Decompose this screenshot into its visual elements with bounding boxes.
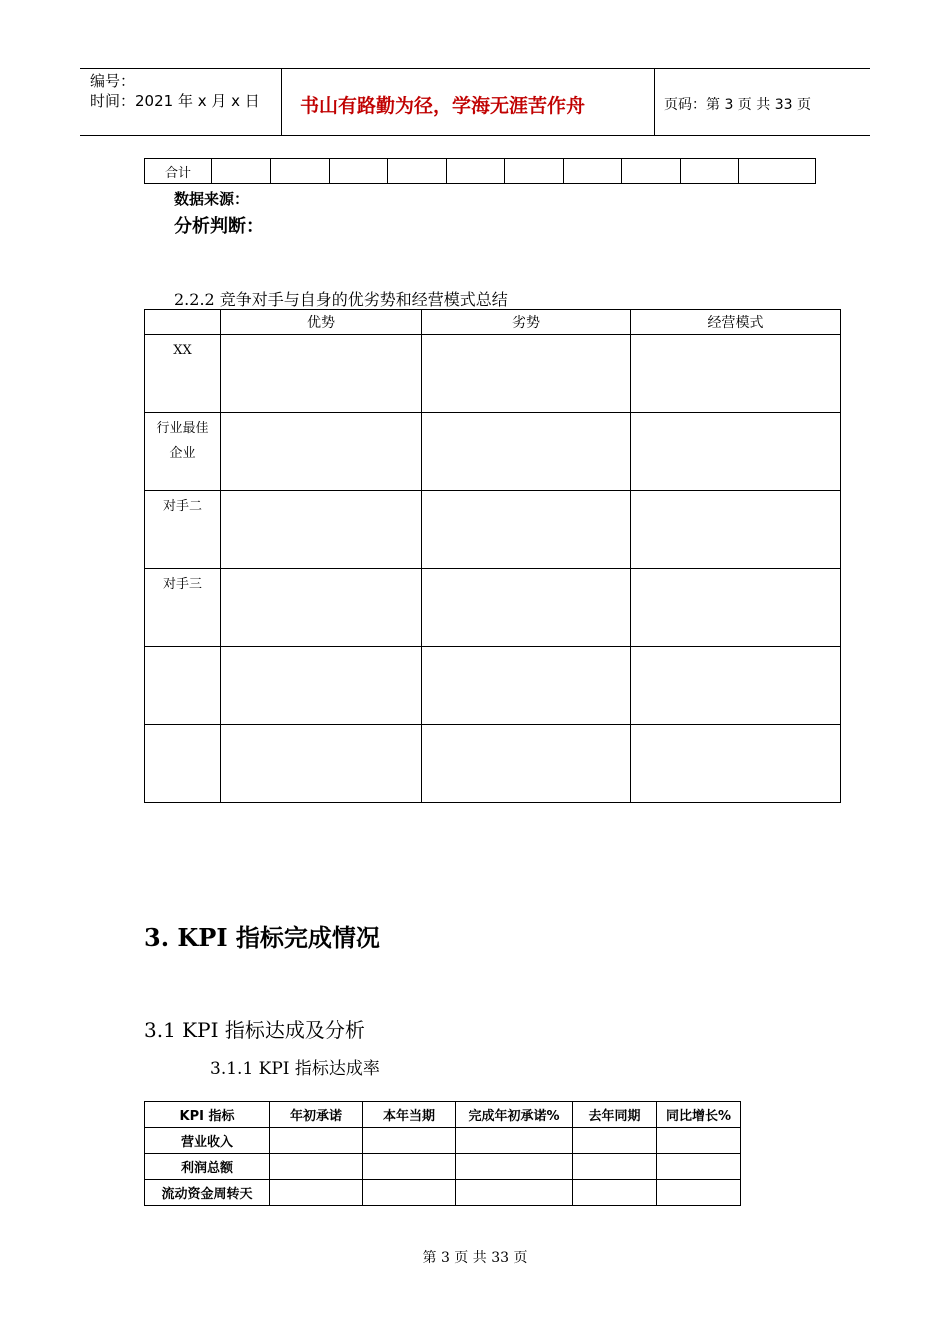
table-cell [739, 159, 816, 184]
table-cell [681, 159, 739, 184]
table-cell [564, 159, 622, 184]
header-bottom-rule [80, 135, 870, 136]
table-cell [221, 491, 422, 569]
row-label: 营业收入 [145, 1128, 270, 1154]
table-row [145, 569, 841, 647]
table-cell [388, 159, 447, 184]
column-header-business-model: 经营模式 [631, 310, 841, 335]
competitor-comparison-table [144, 309, 841, 803]
table-cell [330, 159, 388, 184]
table-cell [631, 569, 841, 647]
column-header [145, 310, 221, 335]
table-header-row [145, 1102, 741, 1128]
table-cell [631, 725, 841, 803]
table-cell [270, 1154, 363, 1180]
header-page-number: 页码：第 3 页 共 33 页 [664, 97, 811, 113]
header-divider-left [281, 68, 282, 135]
table-cell [221, 335, 422, 413]
column-header-yoy-growth: 同比增长% [657, 1102, 741, 1128]
table-row [145, 491, 841, 569]
table-cell [573, 1154, 657, 1180]
row-label [145, 725, 221, 803]
row-label: 利润总额 [145, 1154, 270, 1180]
table-cell [422, 413, 631, 491]
table-row [145, 1128, 741, 1154]
row-label: 流动资金周转天 [145, 1180, 270, 1206]
row-label: XX [145, 335, 221, 413]
summary-table [144, 158, 816, 184]
table-cell [631, 413, 841, 491]
table-cell [271, 159, 330, 184]
table-row [145, 725, 841, 803]
column-header-strengths: 优势 [221, 310, 422, 335]
table-row [145, 1180, 741, 1206]
column-header-completion-rate: 完成年初承诺% [456, 1102, 573, 1128]
table-cell [422, 335, 631, 413]
table-cell [447, 159, 505, 184]
document-number-label: 编号： [90, 72, 136, 90]
header-divider-right [654, 68, 655, 135]
table-cell [456, 1128, 573, 1154]
summary-total-row [145, 159, 816, 184]
table-cell [221, 725, 422, 803]
table-row [145, 335, 841, 413]
column-header-initial-commitment: 年初承诺 [270, 1102, 363, 1128]
row-label: 对手二 [145, 491, 221, 569]
data-source-label: 数据来源： [174, 190, 250, 208]
section-2-2-2-heading: 2.2.2 竞争对手与自身的优劣势和经营模式总结 [174, 290, 508, 309]
table-cell [573, 1180, 657, 1206]
section-3-1-heading: 3.1 KPI 指标达成及分析 [144, 1018, 365, 1042]
table-cell [631, 335, 841, 413]
table-cell [631, 647, 841, 725]
table-cell [363, 1154, 456, 1180]
table-cell [422, 569, 631, 647]
table-cell [456, 1180, 573, 1206]
table-cell [657, 1128, 741, 1154]
document-time-label: 时间：2021 年 x 月 x 日 [90, 92, 260, 110]
column-header-kpi: KPI 指标 [145, 1102, 270, 1128]
table-cell [422, 647, 631, 725]
header-motto: 书山有路勤为径，学海无涯苦作舟 [300, 95, 586, 117]
table-cell [657, 1180, 741, 1206]
section-3-heading: 3. KPI 指标完成情况 [144, 923, 380, 952]
row-label: 行业最佳企业 [145, 413, 221, 491]
footer-page-number: 第 3 页 共 33 页 [422, 1250, 528, 1266]
column-header-last-year: 去年同期 [573, 1102, 657, 1128]
table-cell [657, 1154, 741, 1180]
table-cell [212, 159, 271, 184]
table-cell [270, 1128, 363, 1154]
header-top-rule [80, 68, 870, 69]
section-3-1-1-heading: 3.1.1 KPI 指标达成率 [210, 1059, 380, 1079]
table-cell [631, 491, 841, 569]
table-cell [270, 1180, 363, 1206]
table-row [145, 413, 841, 491]
row-label: 对手三 [145, 569, 221, 647]
table-cell [422, 491, 631, 569]
table-cell [221, 647, 422, 725]
table-cell [221, 569, 422, 647]
row-label [145, 647, 221, 725]
kpi-achievement-table [144, 1101, 741, 1206]
column-header-weaknesses: 劣势 [422, 310, 631, 335]
table-cell [456, 1154, 573, 1180]
table-cell [505, 159, 564, 184]
table-cell [363, 1180, 456, 1206]
table-cell [363, 1128, 456, 1154]
analysis-label: 分析判断： [174, 216, 264, 237]
table-row [145, 1154, 741, 1180]
table-cell [622, 159, 681, 184]
table-row [145, 647, 841, 725]
table-header-row [145, 310, 841, 335]
table-cell [221, 413, 422, 491]
column-header-current-period: 本年当期 [363, 1102, 456, 1128]
total-label-cell: 合计 [145, 159, 212, 184]
table-cell [573, 1128, 657, 1154]
table-cell [422, 725, 631, 803]
